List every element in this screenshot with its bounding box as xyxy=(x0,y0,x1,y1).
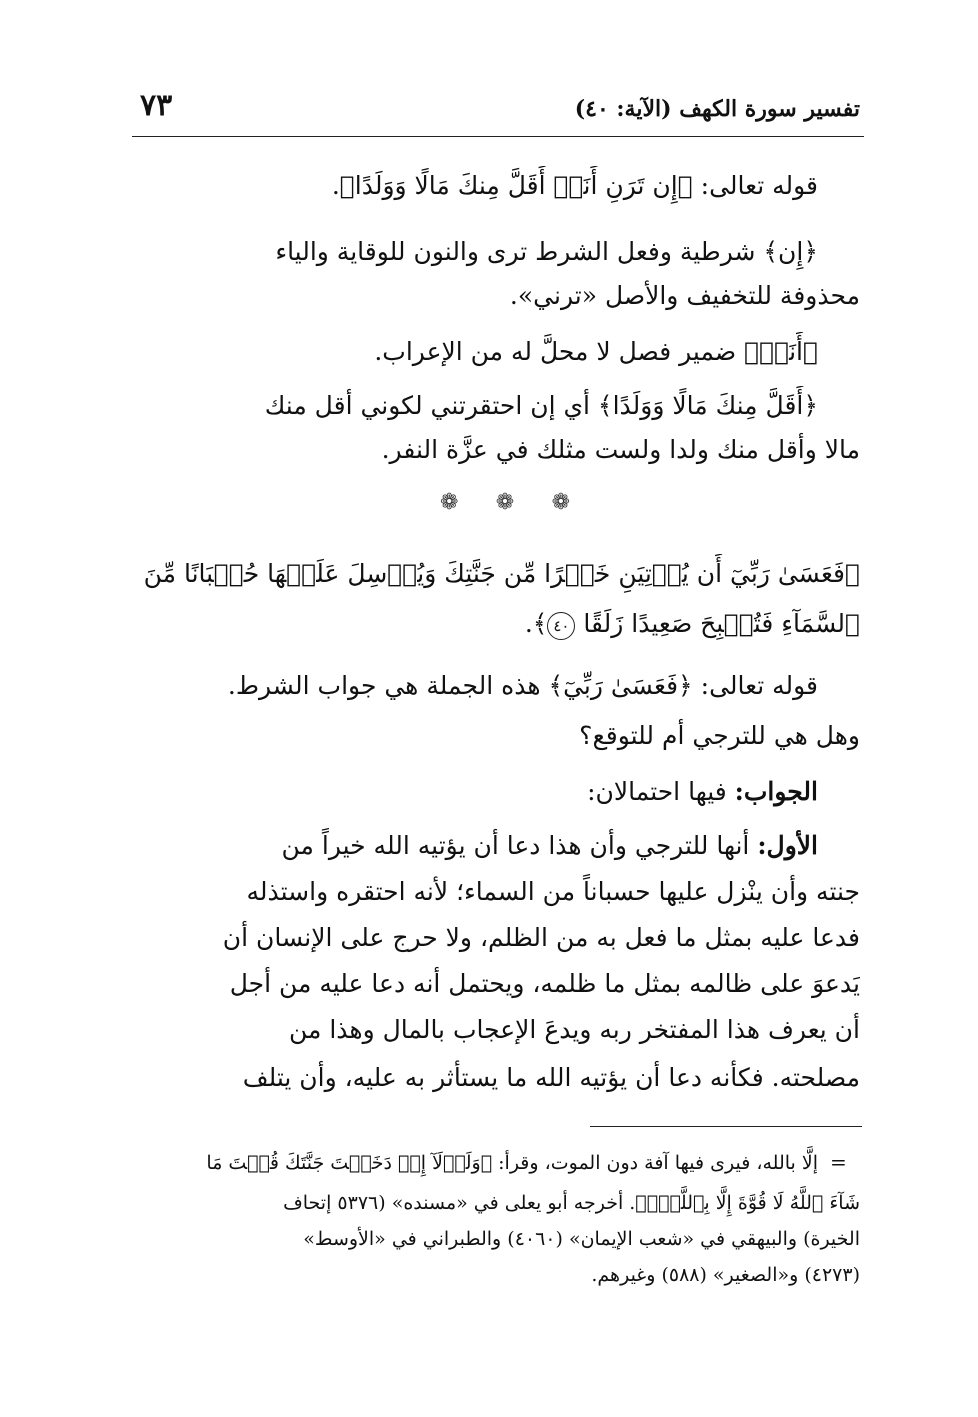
verse-close: ﴾. xyxy=(524,609,548,638)
body-line: فدعا عليه بمثل ما فعل به من الظلم، ولا حرج على الإنسان أن xyxy=(222,923,860,952)
footnote-divider xyxy=(590,1126,862,1127)
body-line: قوله تعالى: ﴿فَعَسَىٰ رَبِّيٓ﴾ هذه الجملة هي جواب الشرط. xyxy=(227,671,818,700)
running-header-title: تفسير سورة الكهف (الآية: ٤٠) xyxy=(574,96,860,122)
footnote-line: (٤٢٧٣) و«الصغير» (٥٨٨) وغيرهم. xyxy=(591,1264,860,1286)
footnote-line: الخيرة) والبيهقي في «شعب الإيمان» (٤٠٦٠) والطبراني في «الأوسط» xyxy=(303,1228,860,1250)
verse-quote-line: قوله تعالى: ﴿إِن تَرَنِ أَنَا۠ أَقَلَّ مِنكَ مَالًا وَوَلَدًا﴾. xyxy=(331,171,818,200)
answer-label: الجواب: xyxy=(734,777,818,806)
footnote-line: شَآءَ ٱللَّهُ لَا قُوَّةَ إِلَّا بِٱللَّهِۚ﴾. أخرجه أبو يعلى في «مسنده» (٥٣٧٦ إتحاف xyxy=(283,1192,860,1214)
body-line: ﴿إِن﴾ شرطية وفعل الشرط ترى والنون للوقاية والياء xyxy=(275,237,818,266)
body-line: وهل هي للترجي أم للتوقع؟ xyxy=(579,721,860,750)
body-line: أن يعرف هذا المفتخر ربه ويدعَ الإعجاب بالمال وهذا من xyxy=(288,1015,860,1044)
section-separator xyxy=(440,490,570,515)
flower-ornament-icon: ❁ xyxy=(440,490,459,515)
ayah-number-marker: ٤٠ xyxy=(547,612,575,640)
body-line: مالا وأقل منك ولدا ولست مثلك في عزَّة النفر. xyxy=(381,435,860,464)
page-number: ٧٣ xyxy=(140,88,173,123)
flower-ornament-icon: ❁ xyxy=(551,490,570,515)
header-divider xyxy=(132,136,864,137)
body-line: جنته وأن ينْزل عليها حسباناً من السماء؛ لأنه احتقره واستذله xyxy=(246,877,860,906)
footnote-continuation-marker: = xyxy=(830,1150,847,1174)
answer-text: فيها احتمالان: xyxy=(587,777,727,806)
first-text: أنها للترجي وأن هذا دعا أن يؤتيه الله خيراً من xyxy=(281,831,750,860)
body-line: محذوفة للتخفيف والأصل «ترني». xyxy=(509,281,860,310)
first-label: الأول: xyxy=(757,831,818,860)
body-line: مصلحته. فكأنه دعا أن يؤتيه الله ما يستأثر به عليه، وأن يتلف xyxy=(242,1063,860,1092)
quran-verse-line xyxy=(142,604,860,644)
footnote-line: إلَّا بالله، فيرى فيها آفة دون الموت، وقرأ: ﴿وَلَوۡلَآ إِذۡ دَخَلۡتَ جَنَّتَكَ قُلۡتَ مَا xyxy=(206,1152,818,1174)
quran-verse-text: ٱلسَّمَآءِ فَتُصۡبِحَ صَعِيدًا زَلَقًا xyxy=(583,609,860,638)
answer-line xyxy=(142,772,818,812)
body-line: يَدعوَ على ظالمه بمثل ما ظلمه، ويحتمل أنه دعا عليه من أجل xyxy=(229,969,860,998)
body-line xyxy=(142,826,818,866)
quran-verse-line: ﴿فَعَسَىٰ رَبِّيٓ أَن يُؤۡتِيَنِ خَيۡرًا مِّن جَنَّتِكَ وَيُرۡسِلَ عَلَيۡهَا حُسۡبَانًا مِّنَ xyxy=(143,559,860,588)
body-line: ﴿أَقَلَّ مِنكَ مَالًا وَوَلَدًا﴾ أي إن احتقرتني لكوني أقل منك xyxy=(264,391,818,420)
flower-ornament-icon: ❁ xyxy=(495,490,515,515)
body-line: ﴿أَنَا۠﴾ ضمير فصل لا محلَّ له من الإعراب. xyxy=(374,337,818,366)
